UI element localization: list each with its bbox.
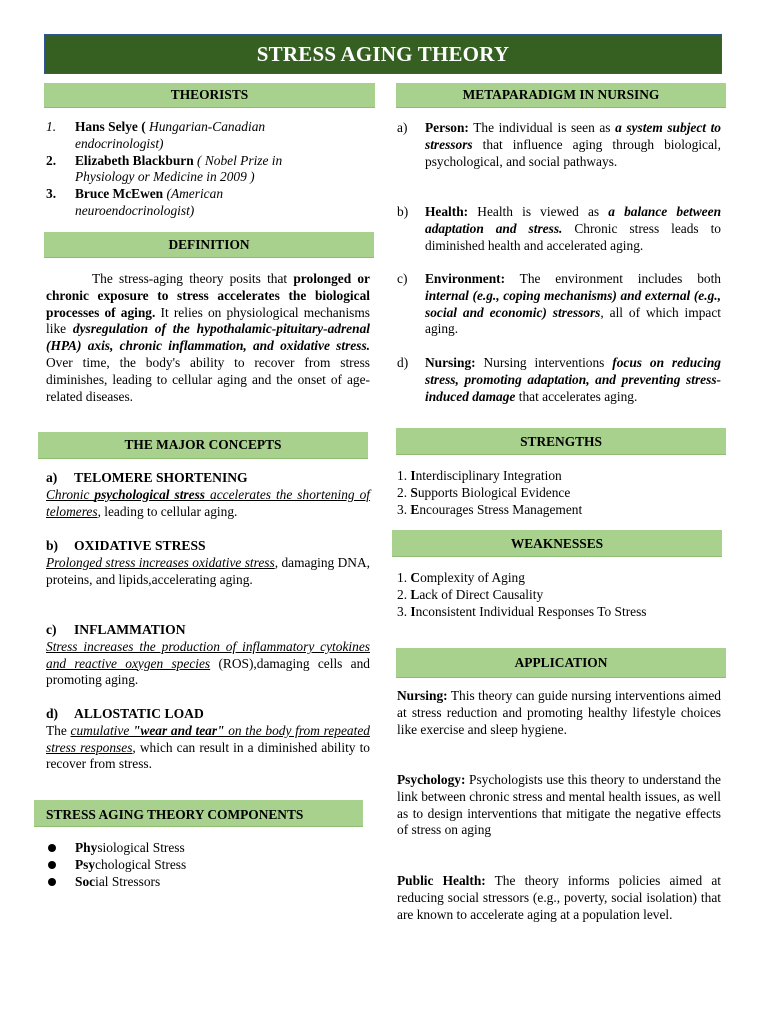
theorists-heading: THEORISTS bbox=[44, 83, 375, 108]
metaparadigm-environment: c) Environment: The environment includes both internal (e.g., coping mechanisms) and external (e.g., social and economic) stressors, all of which impact aging. bbox=[397, 271, 721, 337]
theorist-item: 1. Hans Selye ( Hungarian-Canadian endocrinologist) bbox=[46, 119, 266, 151]
bullet-icon bbox=[48, 878, 56, 886]
application-public-health: Public Health: The theory informs policies aimed at reducing social stressors (e.g., poverty, social isolation) that are known to accelerate aging at a population level. bbox=[397, 873, 721, 922]
theorist-detail: Nobel Prize in bbox=[204, 152, 283, 168]
concept-title: OXIDATIVE STRESS bbox=[74, 538, 206, 553]
strengths-list bbox=[397, 468, 721, 518]
weaknesses-list bbox=[397, 570, 721, 620]
list-item: Psychological Stress bbox=[44, 857, 344, 874]
theorist-name: Bruce McEwen bbox=[75, 186, 164, 202]
application-psychology: Psychology: Psychologists use this theory to understand the link between chronic stress and mental health issues, as well as to design interventions that mitigate the negative effects of stress on aging bbox=[397, 772, 721, 838]
list-item: Social Stressors bbox=[44, 874, 344, 891]
metaparadigm-person: a) Person: The individual is seen as a system subject to stressors that influence aging through biological, psychological, and social pathways. bbox=[397, 120, 722, 169]
definition-paragraph: The stress-aging theory posits that prolonged or chronic exposure to stress accelerates the biological processes of aging. It relies on physiological mechanisms like dysregulation of the hypothalamic-pituitary-adrenal (HPA) axis, chronic inflammation, and oxidative stress. Over time, the body's ability to recover from stress diminishes, leading to cellular aging and the onset of age-related diseases. bbox=[46, 271, 370, 404]
weaknesses-heading: WEAKNESSES bbox=[392, 530, 722, 557]
bullet-icon bbox=[48, 861, 56, 869]
definition-heading: DEFINITION bbox=[44, 232, 374, 258]
application-nursing: Nursing: This theory can guide nursing interventions aimed at stress reduction and promoting healthy lifestyle choices like exercise and sleep hygiene. bbox=[397, 688, 721, 737]
theorist-item: 2. Elizabeth Blackburn ( Nobel Prize in Physiology or Medicine in 2009 ) bbox=[46, 152, 283, 185]
theorist-detail: endocrinologist) bbox=[75, 135, 164, 151]
theorist-detail: (American bbox=[166, 186, 224, 202]
list-item: 2. Supports Biological Evidence bbox=[397, 484, 571, 500]
theorist-detail: Hungarian-Canadian bbox=[149, 119, 266, 134]
theorist-number: 1. bbox=[46, 119, 57, 134]
concept-allostatic: d) ALLOSTATIC LOAD The cumulative "wear and tear" on the body from repeated stress responses, which can result in a diminished ability to recover from stress. bbox=[46, 706, 370, 772]
bullet-icon bbox=[48, 844, 56, 852]
page-title: STRESS AGING THEORY bbox=[44, 34, 722, 74]
theorist-name: Hans Selye bbox=[75, 119, 138, 134]
application-heading: APPLICATION bbox=[396, 648, 726, 678]
components-heading: STRESS AGING THEORY COMPONENTS bbox=[34, 800, 363, 827]
list-item: 2. Lack of Direct Causality bbox=[397, 586, 544, 602]
concepts-heading: THE MAJOR CONCEPTS bbox=[38, 432, 368, 459]
components-list bbox=[44, 840, 344, 890]
theorists-list bbox=[46, 119, 376, 220]
metaparadigm-nursing: d) Nursing: Nursing interventions focus on reducing stress, promoting adaptation, and preventing stress-induced damage that accelerates aging. bbox=[397, 355, 721, 404]
theorist-item bbox=[46, 186, 376, 220]
metaparadigm-heading: METAPARADIGM IN NURSING bbox=[396, 83, 726, 108]
list-item: 1. Interdisciplinary Integration bbox=[397, 468, 562, 483]
theorist-number: 3. bbox=[46, 186, 57, 202]
concept-title: TELOMERE SHORTENING bbox=[74, 470, 248, 485]
theorist-name: Elizabeth Blackburn bbox=[75, 152, 194, 168]
concept-inflammation: c) INFLAMMATION Stress increases the production of inflammatory cytokines and reactive oxygen species (ROS),damaging cells and promoting aging. bbox=[46, 622, 370, 688]
metaparadigm-health: b) Health: Health is viewed as a balance between adaptation and stress. Chronic stress leads to diminished health and accelerated aging. bbox=[397, 204, 722, 253]
concept-telomere: a) TELOMERE SHORTENING Chronic psychological stress accelerates the shortening of telomeres, leading to cellular aging. bbox=[46, 470, 370, 519]
theorist-detail: neuroendocrinologist) bbox=[75, 202, 195, 218]
theorist-number: 2. bbox=[46, 152, 57, 168]
strengths-heading: STRENGTHS bbox=[396, 428, 726, 455]
theorist-detail: Physiology or Medicine in 2009 ) bbox=[75, 169, 255, 185]
list-item: 3. Inconsistent Individual Responses To Stress bbox=[397, 603, 647, 619]
concept-title: INFLAMMATION bbox=[74, 622, 186, 637]
concept-title: ALLOSTATIC LOAD bbox=[74, 706, 204, 721]
list-item: 1. Complexity of Aging bbox=[397, 570, 525, 585]
concept-oxidative: b) OXIDATIVE STRESS Prolonged stress increases oxidative stress, damaging DNA, proteins, and lipids,accelerating aging. bbox=[46, 538, 370, 587]
list-item: Physiological Stress bbox=[44, 840, 344, 857]
list-item: 3. Encourages Stress Management bbox=[397, 501, 583, 517]
